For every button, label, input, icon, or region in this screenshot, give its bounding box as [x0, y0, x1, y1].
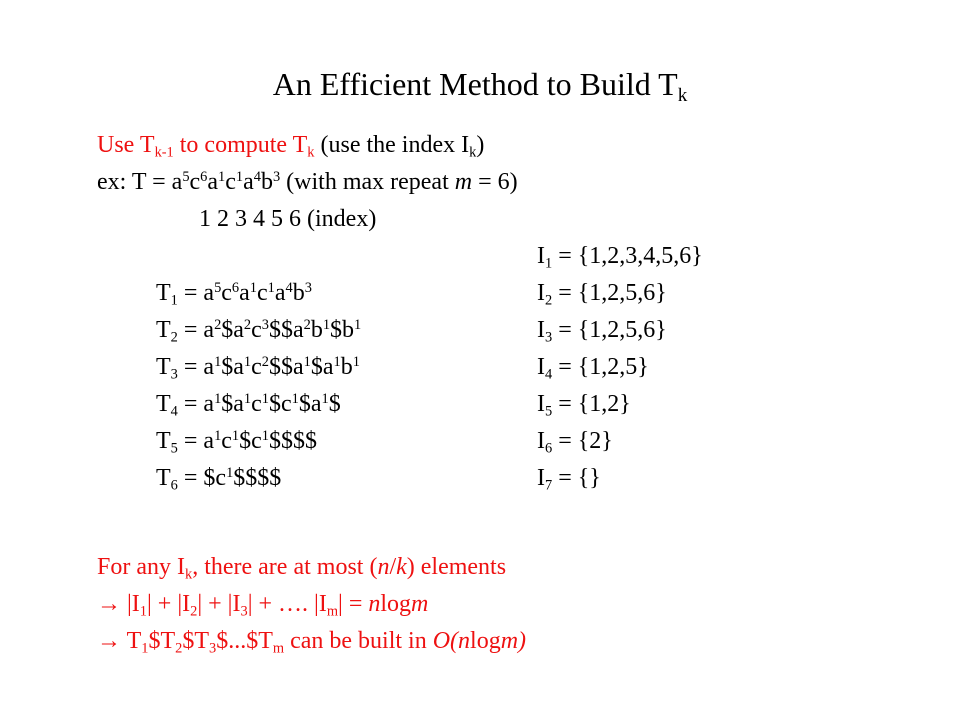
text-run: ) — [476, 132, 485, 158]
text-run: $c — [239, 428, 262, 454]
script-text: 1 — [545, 255, 553, 272]
script-text: 1 — [261, 428, 269, 445]
script-text: 1 — [333, 354, 341, 371]
script-text: 2 — [214, 317, 222, 334]
text-run: → T — [97, 628, 142, 654]
text-run: I — [537, 391, 545, 417]
text-run: I — [537, 354, 545, 380]
text-run: For any I — [97, 554, 185, 580]
script-text: 5 — [545, 403, 553, 420]
script-text: 4 — [253, 169, 261, 186]
script-text: 1 — [218, 169, 226, 186]
text-run: $a — [221, 317, 244, 343]
script-text: 2 — [190, 603, 198, 620]
script-text: 2 — [243, 317, 252, 334]
text-run: c — [221, 280, 232, 306]
text-run: = a — [177, 354, 215, 380]
text-run: = {1,2} — [552, 391, 631, 417]
text-run: a — [207, 169, 219, 195]
text-run: n — [377, 554, 390, 580]
text-run: $b — [330, 317, 355, 343]
text-run: $c — [268, 391, 292, 417]
text-run: $T — [182, 628, 209, 654]
text-run: a — [243, 169, 254, 195]
script-text: 1 — [235, 169, 244, 186]
text-run: b — [292, 280, 305, 306]
script-text: 1 — [267, 280, 275, 297]
text-line — [97, 170, 518, 194]
text-run: k — [396, 554, 407, 580]
text-line — [537, 428, 613, 457]
script-text: 5 — [182, 169, 190, 186]
script-text: 2 — [545, 292, 553, 309]
text-run: c — [256, 280, 268, 306]
script-text: k — [677, 84, 688, 106]
text-run: | + |I — [147, 591, 191, 617]
text-line — [537, 391, 631, 420]
script-text: 1 — [321, 391, 329, 408]
text-run: = a — [177, 317, 215, 343]
text-line — [156, 354, 360, 383]
script-text: m — [326, 603, 339, 620]
text-run: = {} — [552, 465, 601, 491]
text-run: $$$$ — [233, 465, 282, 491]
script-text: 1 — [214, 428, 222, 445]
text-run: $a — [298, 391, 322, 417]
script-text: 2 — [170, 329, 178, 346]
text-line — [156, 317, 362, 346]
script-text: 1 — [214, 354, 222, 371]
script-text: 6 — [231, 280, 240, 297]
text-line — [97, 132, 485, 161]
script-text: 1 — [231, 428, 240, 445]
text-run: / — [389, 554, 397, 580]
text-run: | + …. |I — [247, 591, 327, 617]
text-run: ex: T = a — [97, 169, 183, 195]
text-run: $T — [148, 628, 176, 654]
text-run: → |I — [97, 591, 140, 617]
text-run: m — [411, 591, 429, 617]
script-text: 1 — [243, 391, 252, 408]
script-text: 6 — [170, 477, 178, 494]
text-line — [537, 465, 601, 494]
text-run: T — [156, 354, 171, 380]
script-text: 1 — [249, 280, 257, 297]
text-run: log — [380, 591, 412, 617]
script-text: 1 — [352, 354, 360, 371]
text-run: I — [537, 317, 545, 343]
text-run: c — [189, 169, 201, 195]
script-text: 2 — [175, 640, 183, 657]
text-run: log — [470, 628, 501, 654]
script-text: k — [307, 144, 315, 161]
text-line — [537, 243, 703, 272]
text-run: b — [310, 317, 323, 343]
text-run: = {1,2,5,6} — [552, 280, 667, 306]
text-run: T — [156, 280, 171, 306]
text-run: $$a — [268, 317, 304, 343]
script-text: 1 — [139, 603, 147, 620]
script-text: 4 — [170, 403, 178, 420]
text-run: ) elements — [406, 554, 507, 580]
script-text: 4 — [545, 366, 553, 383]
script-text: 7 — [545, 477, 553, 494]
text-line — [97, 554, 507, 583]
script-text: 1 — [303, 354, 311, 371]
script-text: 1 — [214, 391, 222, 408]
text-run: An Efficient Method to Build T — [272, 66, 678, 102]
script-text: 1 — [291, 391, 299, 408]
script-text: 3 — [545, 329, 553, 346]
text-line — [537, 317, 667, 346]
text-line — [156, 391, 341, 420]
text-run: c — [251, 354, 262, 380]
text-run: | = — [338, 591, 369, 617]
text-run: b — [340, 354, 353, 380]
script-text: 3 — [304, 280, 312, 297]
text-run: n — [368, 591, 381, 617]
script-text: 6 — [545, 440, 553, 457]
text-run: = a — [177, 428, 215, 454]
script-text: 1 — [243, 354, 252, 371]
script-text: k — [184, 566, 193, 583]
text-run: I — [537, 280, 545, 306]
text-run: = $c — [177, 465, 227, 491]
script-text: 1 — [322, 317, 331, 334]
text-run: 1 2 3 4 5 6 (index) — [199, 206, 377, 232]
text-run: c — [225, 169, 236, 195]
text-run: (use the index I — [314, 132, 470, 158]
text-run: $$$$ — [268, 428, 317, 454]
script-text: 1 — [226, 465, 234, 482]
script-text: 2 — [303, 317, 311, 334]
text-run: $a — [310, 354, 334, 380]
text-line — [156, 465, 282, 494]
script-text: 5 — [214, 280, 222, 297]
text-run: = a — [177, 280, 215, 306]
script-text: 5 — [170, 440, 178, 457]
text-run: = {1,2,3,4,5,6} — [552, 243, 703, 269]
text-run: I — [537, 243, 545, 269]
text-run: = {1,2,5} — [552, 354, 649, 380]
text-run: I — [537, 465, 545, 491]
text-run: $$a — [268, 354, 304, 380]
text-line — [537, 280, 667, 309]
text-line — [537, 354, 649, 383]
script-text: 1 — [170, 292, 178, 309]
text-run: $...$T — [216, 628, 273, 654]
text-run: | + |I — [197, 591, 241, 617]
script-text: 3 — [240, 603, 248, 620]
text-line — [156, 280, 312, 309]
script-text: k-1 — [154, 144, 174, 161]
script-text: m — [272, 640, 285, 657]
script-text: 3 — [261, 317, 269, 334]
script-text: 6 — [200, 169, 208, 186]
text-run: c — [251, 317, 262, 343]
script-text: k — [469, 144, 477, 161]
text-run: a — [239, 280, 250, 306]
script-text: 1 — [141, 640, 149, 657]
script-text: 3 — [170, 366, 178, 383]
text-line — [156, 428, 317, 457]
script-text: 1 — [261, 391, 269, 408]
text-line — [97, 591, 429, 620]
text-run: (with max repeat — [280, 169, 455, 195]
text-run: c — [251, 391, 262, 417]
text-run: $a — [221, 391, 244, 417]
text-run: c — [221, 428, 232, 454]
text-run: = {2} — [552, 428, 613, 454]
text-run: to compute T — [173, 132, 308, 158]
script-text: 3 — [272, 169, 281, 186]
text-run: m — [454, 169, 473, 195]
script-text: 1 — [354, 317, 362, 334]
slide-title — [0, 66, 960, 106]
text-run: T — [156, 317, 171, 343]
text-run: = 6) — [472, 169, 518, 195]
text-run: a — [274, 280, 286, 306]
text-run: T — [156, 391, 171, 417]
text-run: T — [156, 465, 171, 491]
text-run: b — [260, 169, 273, 195]
text-run: can be built in — [284, 628, 433, 654]
text-line — [97, 628, 527, 657]
script-text: 4 — [285, 280, 293, 297]
text-run: T — [156, 428, 171, 454]
text-run: O(n — [432, 628, 471, 654]
text-run: = {1,2,5,6} — [552, 317, 667, 343]
text-run: $a — [221, 354, 244, 380]
text-run: Use T — [97, 132, 155, 158]
script-text: 3 — [208, 640, 217, 657]
text-line — [199, 207, 376, 231]
text-run: m) — [500, 628, 527, 654]
text-run: , there are at most ( — [192, 554, 378, 580]
text-run: I — [537, 428, 545, 454]
text-run: $ — [328, 391, 341, 417]
script-text: 2 — [261, 354, 269, 371]
text-run: = a — [177, 391, 215, 417]
